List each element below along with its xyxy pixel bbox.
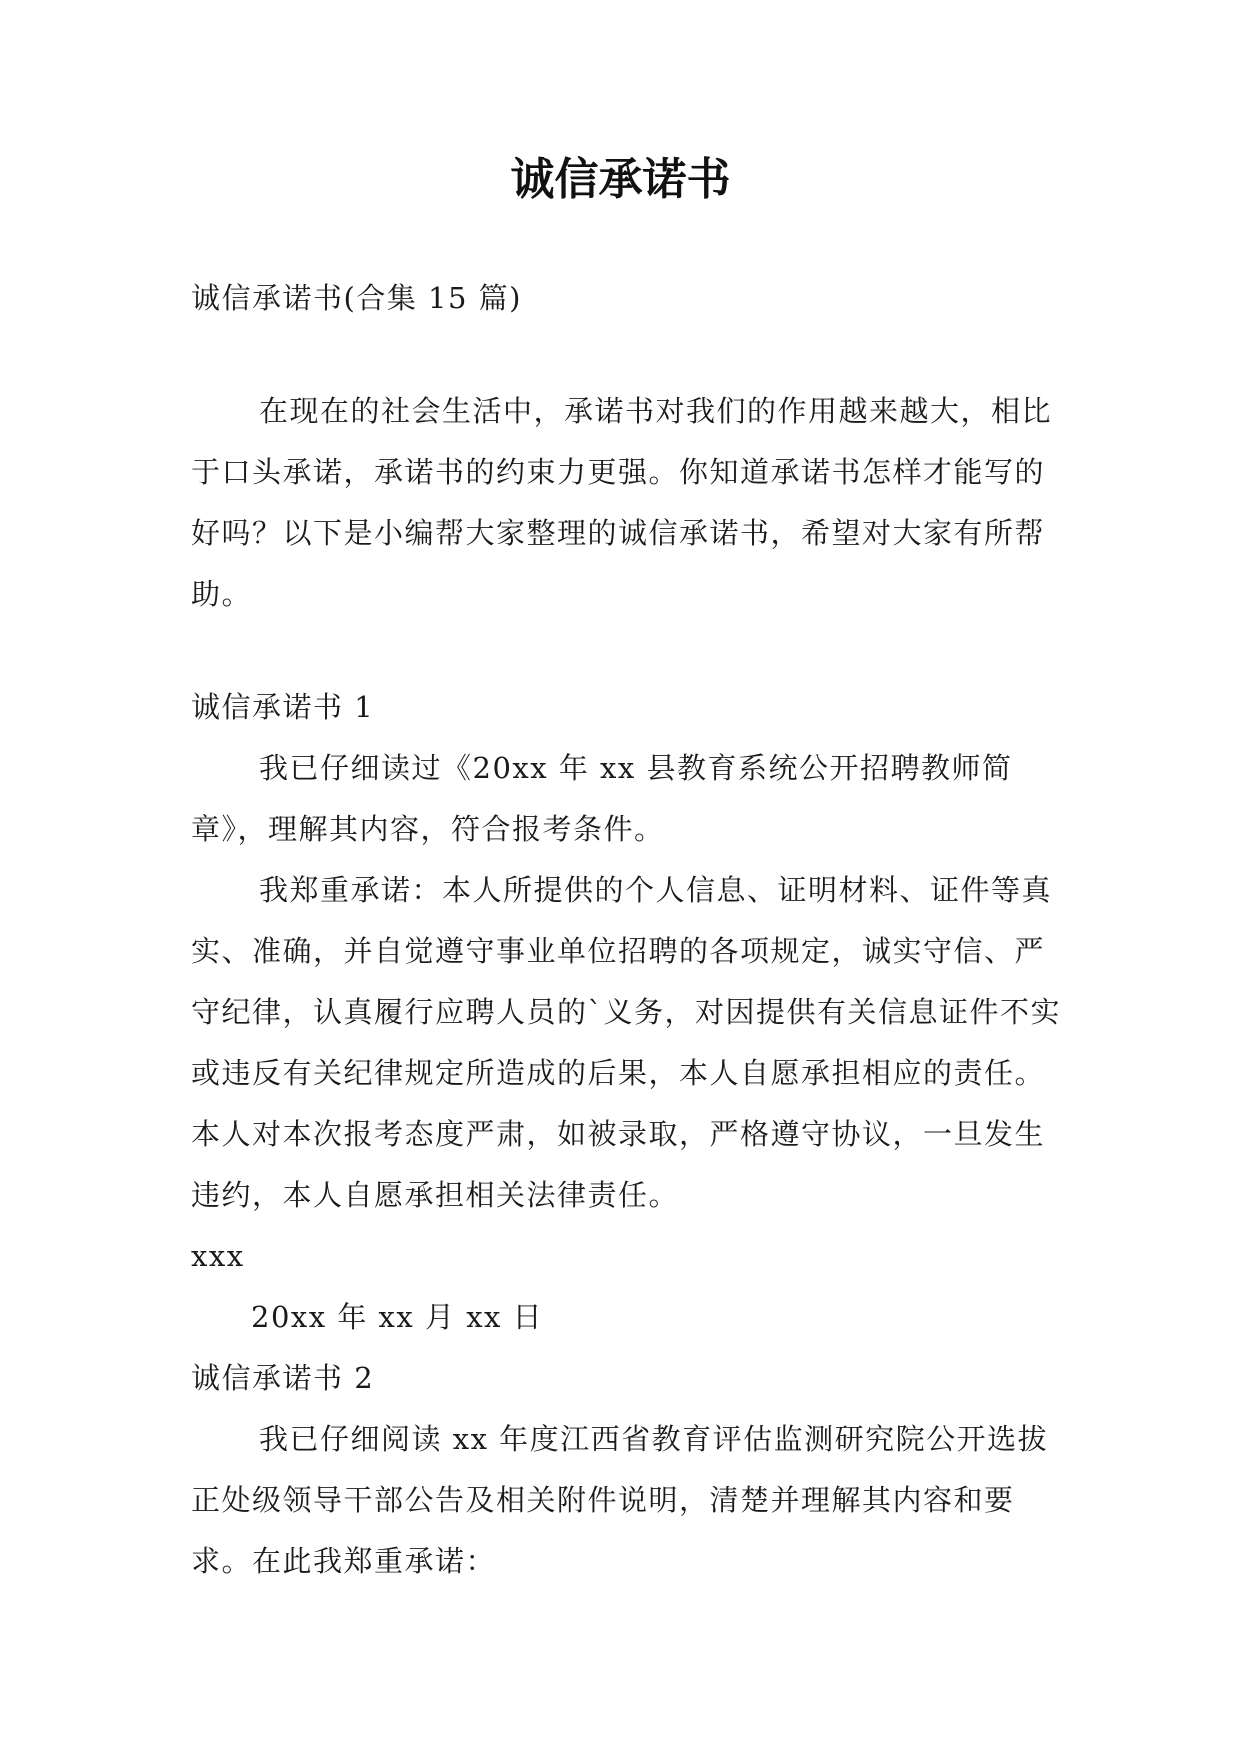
section-2-paragraph-1: 我已仔细阅读 xx 年度江西省教育评估监测研究院公开选拔正处级领导干部公告及相关附件说明，清楚并理解其内容和要求。在此我郑重承诺： [191,1422,1049,1578]
section-1-paragraph-1: 我已仔细读过《20xx 年 xx 县教育系统公开招聘教师简章》，理解其内容，符合报考条件。 [191,751,1013,846]
intro-paragraph: 在现在的社会生活中，承诺书对我们的作用越来越大，相比于口头承诺，承诺书的约束力更强。你知道承诺书怎样才能写的好吗？以下是小编帮大家整理的诚信承诺书，希望对大家有所帮助。 [191,394,1053,611]
document-body [191,268,1061,1592]
section-1-signature: xxx [191,1239,245,1273]
document-subtitle: 诚信承诺书(合集 15 篇) [191,281,522,315]
section-1-date: 20xx 年 xx 月 xx 日 [251,1300,544,1334]
section-2-heading: 诚信承诺书 2 [191,1361,375,1395]
section-1-paragraph-2: 我郑重承诺：本人所提供的个人信息、证明材料、证件等真实、准确，并自觉遵守事业单位招聘的各项规定，诚实守信、严守纪律，认真履行应聘人员的`义务，对因提供有关信息证件不实或违反有关纪律规定所造成的后果，本人自愿承担相应的责任。本人对本次报考态度严肃，如被录取，严格遵守协议，一旦发生违约，本人自愿承担相关法律责任。 [191,873,1062,1212]
section-1-heading: 诚信承诺书 1 [191,690,375,724]
document-title: 诚信承诺书 [510,154,731,205]
